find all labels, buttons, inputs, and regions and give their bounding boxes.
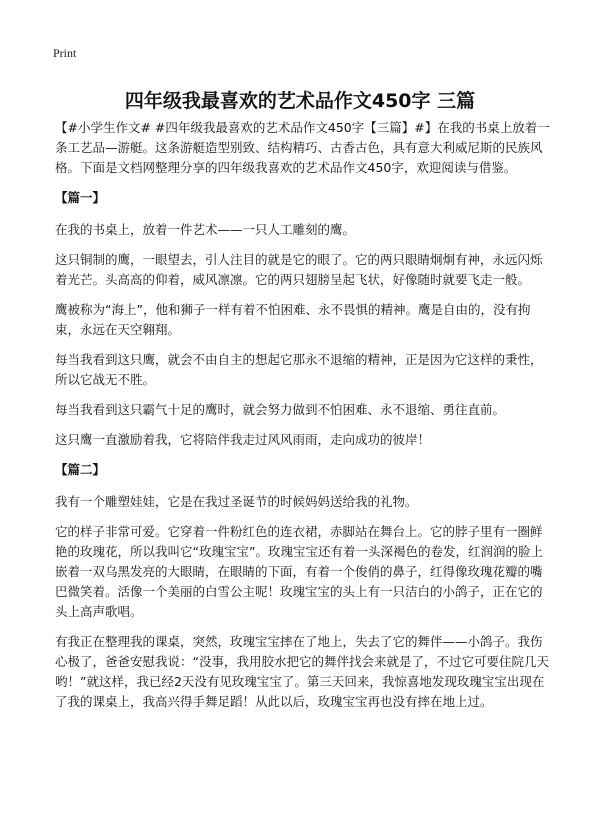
section1-paragraph: 这只鹰一直激励着我，它将陪伴我走过风风雨雨，走向成功的彼岸！ (55, 432, 431, 447)
section-heading-1: 【篇一】 (55, 190, 106, 205)
section2-paragraph: 有我正在整理我的课桌，突然，玫瑰宝宝摔在了地上，失去了它的舞伴——小鸽子。我伤心极了，爸爸安慰我说：“没事，我用胶水把它的舞伴找会来就是了，不过它可要住院几天哟！”就这样，我已经2天没有见玫瑰宝宝了。第三天回来，我惊喜地发现玫瑰宝宝出现在了我的课桌上，我高兴得手舞足蹈！从此以后，玫瑰宝宝再也没有摔在地上过。 (55, 634, 549, 709)
print-link[interactable]: Print (53, 46, 77, 60)
section2-paragraph: 它的样子非常可爱。它穿着一件粉红色的连衣裙，赤脚站在舞台上。它的脖子里有一圈鲜艳的玫瑰花，所以我叫它“玫瑰宝宝”。玫瑰宝宝还有着一头深褐色的卷发，红润润的脸上嵌着一双乌黑发亮的大眼睛，在眼睛的下面，有着一个俊俏的鼻子，红得像玫瑰花瓣的嘴巴微笑着。活像一个美丽的白雪公主呢！玫瑰宝宝的头上有一只洁白的小鸽子，正在它的头上高声歌唱。 (55, 524, 543, 619)
section1-paragraph: 鹰被称为“海上”，他和狮子一样有着不怕困难、永不畏惧的精神。鹰是自由的，没有拘束，永远在天空翱翔。 (55, 302, 531, 337)
section1-paragraph: 在我的书桌上，放着一件艺术——一只人工雕刻的鹰。 (55, 222, 356, 237)
section1-paragraph: 每当我看到这只霸气十足的鹰时，就会努力做到不怕困难、永不退缩、勇往直前。 (55, 402, 506, 417)
intro-paragraph: 【#小学生作文# #四年级我最喜欢的艺术品作文450字【三篇】#】在我的书桌上放着一条工艺品—游艇。这条游艇造型别致、结构精巧、古香古色，具有意大利威尼斯的民族风格。下面是文档网整理分享的四年级我喜欢的艺术品作文450字，欢迎阅读与借鉴。 (55, 120, 550, 175)
section2-paragraph: 我有一个雕塑娃娃，它是在我过圣诞节的时候妈妈送给我的礼物。 (55, 494, 418, 509)
page-title: 四年级我最喜欢的艺术品作文450字 三篇 (124, 89, 476, 112)
section-heading-2: 【篇二】 (55, 462, 106, 477)
section1-paragraph: 这只铜制的鹰，一眼望去，引人注目的就是它的眼了。它的两只眼睛炯炯有神，永远闪烁着光芒。头高高的仰着，威风凛凛。它的两只翅膀呈起飞状，好像随时就要飞走一般。 (55, 252, 543, 287)
article-body (55, 118, 550, 722)
section1-paragraph: 每当我看到这只鹰，就会不由自主的想起它那永不退缩的精神，正是因为它这样的秉性，所以它战无不胜。 (55, 352, 543, 387)
